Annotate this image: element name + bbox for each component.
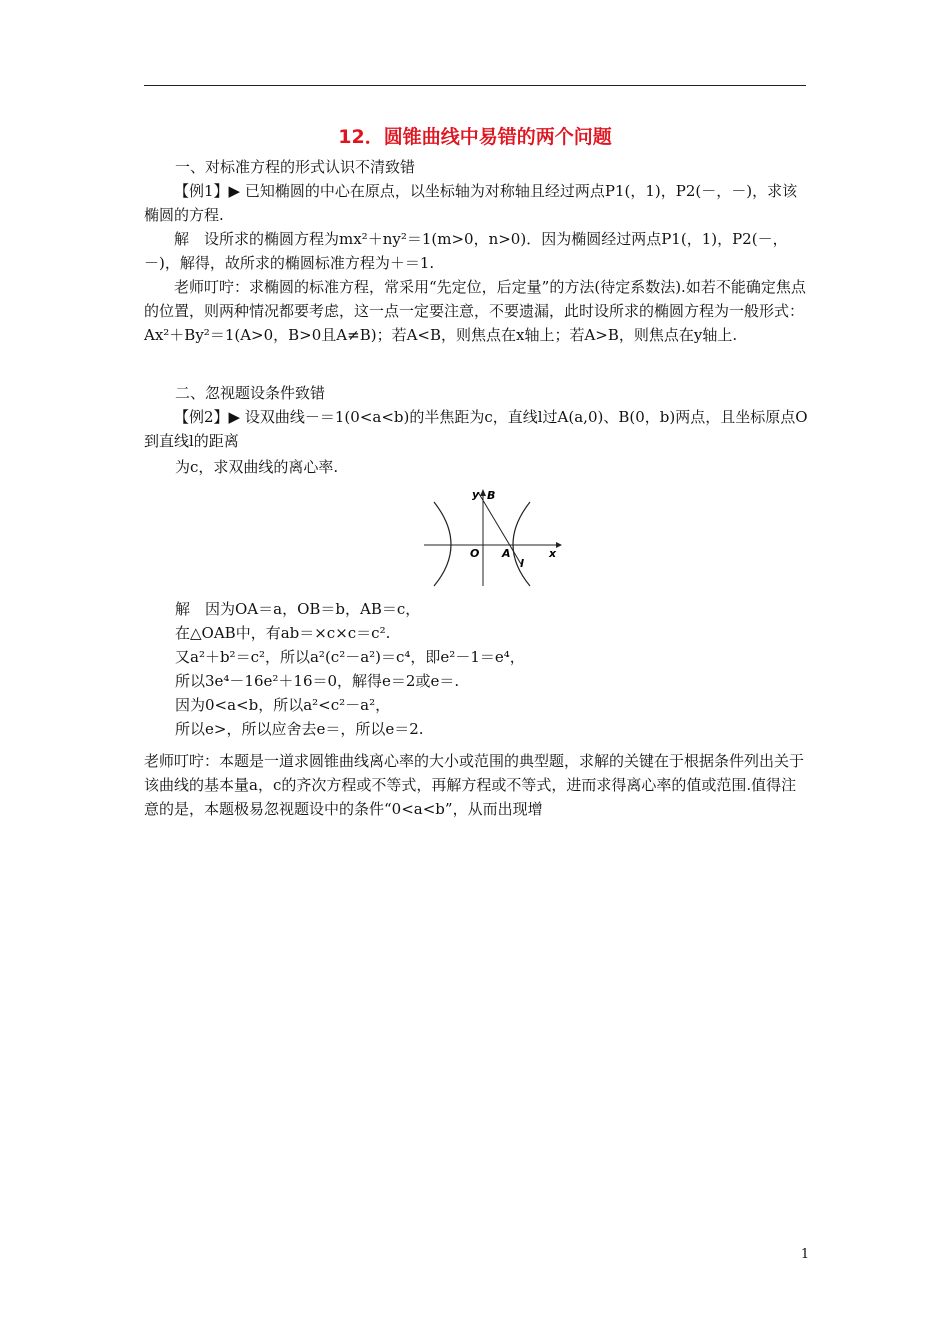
- page-number: 1: [800, 1247, 810, 1262]
- teacher-tip-2: 老师叮咛：本题是一道求圆锥曲线离心率的大小或范围的典型题，求解的关键在于根据条件列出关于该曲线的基本量a，c的齐次方程或不等式，再解方程或不等式，进而求得离心率的值或范围.值得注意的是，本题极易忽视题设中的条件“0<a<b”，从而出现增: [144, 752, 805, 818]
- label-O: O: [470, 547, 480, 560]
- hyperbola-left-branch: [434, 502, 451, 586]
- x-axis-arrow: [556, 542, 562, 548]
- label-B: B: [487, 489, 496, 502]
- section-heading-1: 一、对标准方程的形式认识不清致错: [175, 158, 416, 176]
- y-axis-arrow: [480, 489, 486, 496]
- example-1-text: 已知椭圆的中心在原点，以坐标轴为对称轴且经过两点P1(，1)，P2(－，－)，求该椭圆的方程.: [144, 182, 798, 224]
- example-1: [144, 179, 808, 227]
- teacher-tip-1: 老师叮咛：求椭圆的标准方程，常采用“先定位，后定量”的方法(待定系数法).如若不能确定焦点的位置，则两种情况都要考虑，这一点一定要注意，不要遗漏，此时设所求的椭圆方程为一般形式：Ax²＋By²＝1(A>0，B>0且A≠B)；若A<B，则焦点在x轴上；若A>B，则焦点在y轴上.: [144, 278, 806, 344]
- hyperbola-right-branch: [513, 502, 530, 586]
- solution-2-line-3: 又a²＋b²＝c²，所以a²(c²－a²)＝c⁴，即e²－1＝e⁴，: [175, 648, 525, 666]
- solution-2-line-1: 解 因为OA＝a，OB＝b，AB＝c，: [175, 600, 421, 618]
- label-x: x: [549, 547, 557, 560]
- solution-1: 解 设所求的椭圆方程为mx²＋ny²＝1(m>0，n>0)．因为椭圆经过两点P1(，1)，P2(－，－)，解得，故所求的椭圆标准方程为＋＝1.: [144, 230, 788, 272]
- example-2-text: 设双曲线－＝1(0<a<b)的半焦距为c，直线l过A(a,0)、B(0，b)两点，且坐标原点O到直线l的距离: [144, 408, 808, 450]
- page-title: 12．圆锥曲线中易错的两个问题: [338, 126, 612, 148]
- section-heading-2: 二、忽视题设条件致错: [175, 384, 326, 402]
- solution-2-line-2: 在△OAB中，有ab＝×c×c＝c².: [175, 624, 391, 642]
- solution-2-line-5: 因为0<a<b，所以a²<c²－a²，: [175, 696, 391, 714]
- solution-2-line-4: 所以3e⁴－16e²＋16＝0，解得e＝2或e＝.: [175, 672, 460, 690]
- label-l: l: [520, 557, 524, 570]
- label-A: A: [502, 547, 511, 560]
- solution-2-line-6: 所以e>，所以应舍去e＝，所以e＝2.: [175, 720, 424, 738]
- hyperbola-figure: [420, 484, 564, 590]
- label-y: y: [472, 488, 480, 501]
- example-2: [144, 405, 808, 453]
- example-1-label: 【例1】▶: [174, 182, 241, 200]
- example-2-label: 【例2】▶: [174, 408, 241, 426]
- example-2-continuation: 为c，求双曲线的离心率.: [175, 458, 339, 476]
- header-rule: [144, 85, 806, 86]
- line-l: [478, 492, 521, 564]
